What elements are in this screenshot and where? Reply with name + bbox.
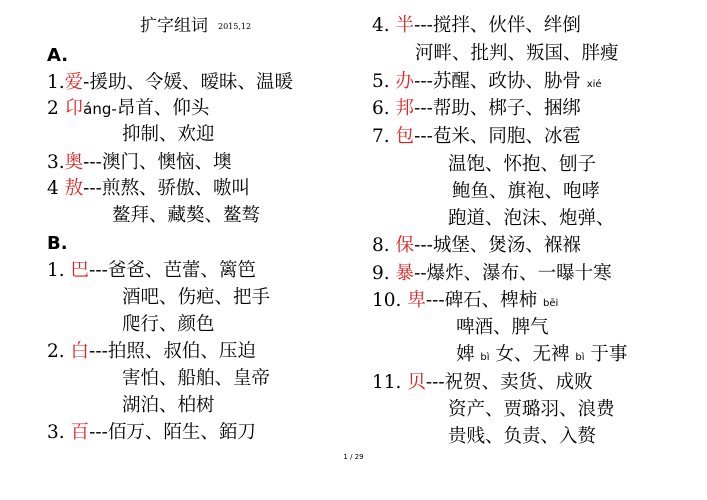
entry-continuation: 婢 bì 女、无裨 bì 于事 xyxy=(456,344,628,365)
key-char: 保 xyxy=(395,235,415,256)
entry-line: 5. 办---苏醒、政协、胁骨 xié xyxy=(372,71,602,92)
entry-line: 3.奥---澳门、懊恼、墺 xyxy=(47,152,232,173)
entry-line: 7. 包---苞米、同胞、冰雹 xyxy=(372,126,581,147)
key-char: 卑 xyxy=(407,290,426,311)
entry-line: 11. 贝---祝贺、卖货、成败 xyxy=(372,372,593,393)
entry-line: 8. 保---城堡、煲汤、褓褓 xyxy=(372,235,581,256)
entry-continuation: 鲍鱼、旗袍、咆哮 xyxy=(452,181,601,202)
page-title xyxy=(140,14,251,39)
key-char: 敖 xyxy=(64,178,84,199)
entry-continuation: 河畔、批判、叛国、胖瘦 xyxy=(415,43,619,64)
key-char: 邦 xyxy=(395,98,415,119)
title-text: 扩字组词 xyxy=(140,16,208,36)
entry-line: 3. 百---佰万、陌生、銆刀 xyxy=(47,422,256,443)
entry-line: 1.爱-援助、令媛、暧昧、温暖 xyxy=(47,72,293,93)
key-char: 办 xyxy=(395,71,415,92)
entry-continuation: 温饱、怀抱、刨子 xyxy=(448,154,597,175)
entry-line: 4. 半---搅拌、伙伴、绊倒 xyxy=(372,15,581,36)
key-char: 卬 xyxy=(64,98,84,119)
entry-line: 9. 暴--爆炸、瀑布、一曝十寒 xyxy=(372,263,612,284)
entry-continuation: 酒吧、伤疤、把手 xyxy=(122,287,271,308)
section-b-heading: B. xyxy=(47,233,68,254)
key-char: 奥 xyxy=(64,152,84,173)
entry-continuation: 害怕、船舶、皇帝 xyxy=(122,368,271,389)
date-text: 2015,12 xyxy=(218,21,252,31)
entry-continuation: 鳌拜、藏獒、鳌骜 xyxy=(112,205,261,226)
entry-continuation: 跑道、泡沫、炮弹、 xyxy=(448,208,615,229)
key-char: 白 xyxy=(70,341,90,362)
entry-continuation: 抑制、欢迎 xyxy=(122,124,215,145)
key-char: 爱 xyxy=(64,72,84,93)
entry-line: 1. 巴---爸爸、芭蕾、篱笆 xyxy=(47,260,256,281)
entry-continuation: 资产、贾璐羽、浪费 xyxy=(448,399,615,420)
key-char: 巴 xyxy=(70,260,90,281)
entry-continuation: 啤酒、脾气 xyxy=(456,317,549,338)
entry-line: 2 卬áng-昂首、仰头 xyxy=(47,98,210,119)
entry-continuation: 贵贱、负责、入赘 xyxy=(448,426,597,447)
key-char: 暴 xyxy=(395,263,415,284)
key-char: 贝 xyxy=(407,372,426,393)
key-char: 百 xyxy=(70,422,90,443)
key-char: 半 xyxy=(395,15,415,36)
entry-line: 6. 邦---帮助、梆子、捆绑 xyxy=(372,98,581,119)
page-number: 1 / 29 xyxy=(343,453,364,461)
key-char: 包 xyxy=(395,126,415,147)
entry-continuation: 爬行、颜色 xyxy=(122,314,215,335)
entry-continuation: 湖泊、柏树 xyxy=(122,395,215,416)
section-a-heading: A. xyxy=(47,45,69,66)
entry-line: 2. 白---拍照、叔伯、压迫 xyxy=(47,341,256,362)
entry-line: 4 敖---煎熬、骄傲、嗷叫 xyxy=(47,178,250,199)
entry-line: 10. 卑---碑石、椑柿 bēi xyxy=(372,290,559,311)
